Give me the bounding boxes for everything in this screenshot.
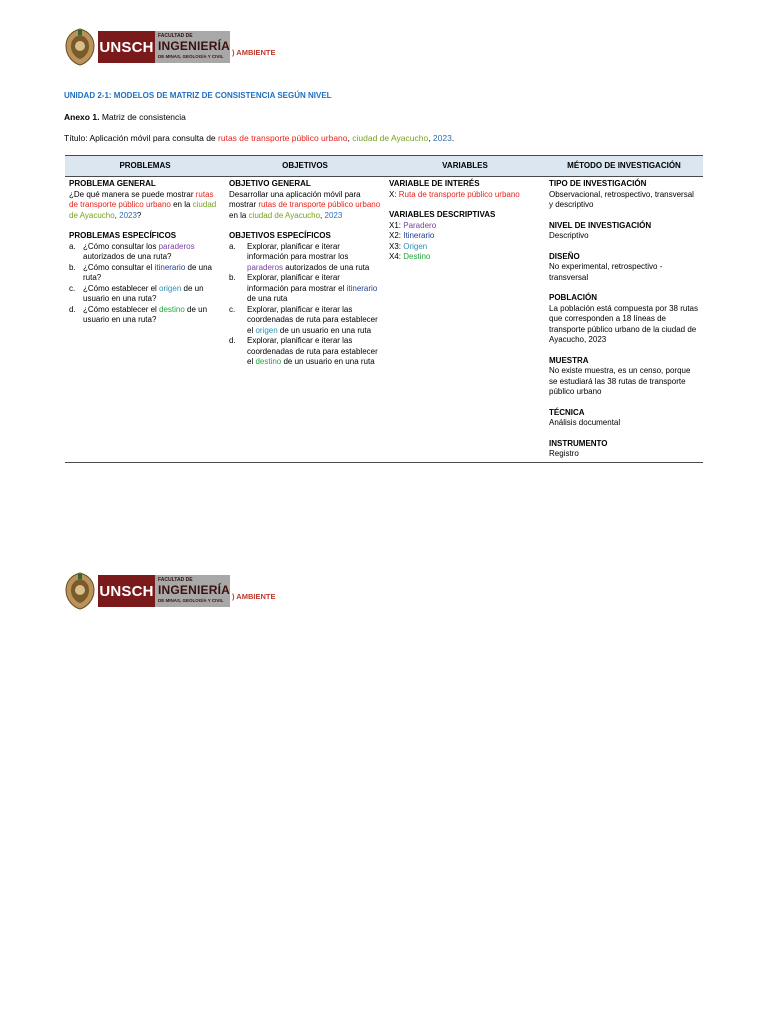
- text-fragment: ¿Cómo consultar los: [83, 241, 159, 251]
- keyword-destino: destino: [255, 357, 282, 366]
- text-fragment: ¿Cómo establecer el: [83, 304, 160, 314]
- method-design-title: DISEÑO: [549, 251, 580, 261]
- faculty-sub-text: DE MINAS, GEOLOGÍA Y CIVIL: [158, 54, 224, 59]
- variable-x3: [389, 242, 541, 253]
- text-fragment: de un usuario en una ruta: [277, 325, 372, 335]
- list-item: [69, 242, 221, 263]
- header-method: MÉTODO DE INVESTIGACIÓN: [545, 156, 703, 177]
- variable-value: Itinerario: [403, 231, 435, 240]
- variable-value: Origen: [403, 241, 428, 251]
- list-item: [69, 284, 221, 305]
- problem-specific-title: PROBLEMAS ESPECÍFICOS: [69, 231, 177, 240]
- text-fragment: ¿Cómo establecer el: [83, 283, 160, 293]
- annex-line: [64, 112, 186, 122]
- keyword-year: 2023: [324, 210, 343, 220]
- keyword-destino: destino: [159, 304, 185, 314]
- text-fragment: ¿De qué manera se puede mostrar: [69, 189, 196, 199]
- ambiente-text: ) AMBIENTE: [232, 592, 276, 601]
- method-type-text: Observacional, retrospectivo, transversal y descriptivo: [549, 189, 694, 209]
- text-fragment: de un usuario en una ruta?: [83, 304, 208, 324]
- title-city: ciudad de Ayacucho: [352, 133, 429, 143]
- university-seal-icon: [64, 28, 96, 66]
- table-header-row: [65, 156, 703, 177]
- text-fragment: de un usuario en una ruta: [281, 357, 375, 366]
- method-instrument-title: INSTRUMENTO: [549, 438, 608, 448]
- page-header-bottom: [64, 571, 304, 611]
- list-item: [69, 305, 221, 326]
- keyword-year: 2023: [119, 210, 137, 220]
- variable-label: X1:: [389, 220, 404, 230]
- keyword-itinerario: itinerario: [346, 283, 378, 293]
- text-fragment: de un usuario en una ruta?: [83, 283, 204, 303]
- method-design-text: No experimental, retrospectivo - transversal: [549, 262, 663, 282]
- method-population-title: POBLACIÓN: [549, 293, 597, 302]
- text-fragment: Explorar, planificar e iterar las coordenadas de ruta para establecer el: [247, 304, 378, 335]
- faculty-sub-text: DE MINAS, GEOLOGÍA Y CIVIL: [158, 598, 224, 603]
- university-seal-icon: [64, 572, 96, 610]
- variable-label: X3:: [389, 241, 404, 251]
- faculty-logo: [98, 31, 230, 63]
- list-letter: c.: [69, 283, 76, 293]
- problem-specific-list: [69, 242, 221, 326]
- text-fragment: Desarrollar una aplicación móvil para mostrar: [229, 189, 361, 209]
- brand-faculty: [155, 31, 230, 63]
- page-header-top: [64, 27, 304, 67]
- variables-cell: [385, 177, 545, 463]
- study-title: [64, 133, 454, 143]
- keyword-city: ciudad de Ayacucho: [69, 200, 217, 220]
- title-prefix: Título: Aplicación móvil para consulta de: [64, 133, 219, 143]
- variable-desc-title: VARIABLES DESCRIPTIVAS: [389, 210, 496, 219]
- keyword-origen: origen: [255, 325, 278, 335]
- keyword-city: ciudad de Ayacucho: [248, 210, 321, 220]
- faculty-small-text: FACULTAD DE: [158, 577, 193, 583]
- objectives-cell: [225, 177, 385, 463]
- method-sample-title: MUESTRA: [549, 355, 589, 365]
- keyword-routes: rutas de transporte público urbano: [69, 189, 214, 209]
- objective-specific-title: OBJETIVOS ESPECÍFICOS: [229, 231, 331, 240]
- variable-label: X:: [389, 189, 399, 199]
- method-instrument-text: Registro: [549, 449, 579, 458]
- method-sample-text: No existe muestra, es un censo, porque se estudiará las 38 rutas de transporte público urbano: [549, 366, 691, 396]
- method-population-text: La población está compuesta por 38 rutas que corresponden a 18 líneas de transporte público urbano de la ciudad de Ayacucho, 2023: [549, 303, 698, 344]
- method-type-title: TIPO DE INVESTIGACIÓN: [549, 179, 647, 188]
- list-letter: a.: [229, 241, 236, 251]
- variable-label: X2:: [389, 231, 404, 240]
- variable-value: Paradero: [403, 220, 437, 230]
- problems-cell: [65, 177, 225, 463]
- text-fragment: Explorar, planificar e iterar información para mostrar los: [247, 241, 349, 261]
- keyword-origen: origen: [159, 283, 182, 293]
- brand-faculty: [155, 575, 230, 607]
- variable-x: [389, 190, 541, 201]
- method-level-text: Descriptivo: [549, 231, 589, 240]
- brand-unsch: UNSCH: [98, 575, 155, 607]
- objective-general-text: [229, 190, 381, 222]
- problem-general-title: PROBLEMA GENERAL: [69, 179, 156, 188]
- problem-general-text: [69, 190, 221, 222]
- ambiente-text: ) AMBIENTE: [232, 48, 276, 57]
- list-letter: b.: [229, 273, 236, 282]
- faculty-logo: [98, 575, 230, 607]
- variable-label: X4:: [389, 252, 404, 261]
- consistency-matrix-table: [65, 155, 703, 463]
- text-fragment: ?: [136, 210, 142, 220]
- method-level-title: NIVEL DE INVESTIGACIÓN: [549, 220, 652, 230]
- objective-general-title: OBJETIVO GENERAL: [229, 179, 311, 188]
- header-objectives: OBJETIVOS: [225, 156, 385, 177]
- title-comma-2: ,: [428, 133, 433, 143]
- text-fragment: Explorar, planificar e iterar las coordenadas de ruta para establecer el: [247, 336, 378, 366]
- title-comma-1: ,: [347, 133, 353, 143]
- keyword-paraderos: paraderos: [158, 241, 195, 251]
- title-end: .: [451, 133, 455, 143]
- keyword-routes: rutas de transporte público urbano: [258, 200, 381, 209]
- list-letter: b.: [69, 262, 76, 272]
- header-variables: VARIABLES: [385, 156, 545, 177]
- list-letter: d.: [229, 336, 236, 345]
- faculty-big-text: INGENIERÍA: [158, 39, 231, 53]
- annex-text: Matriz de consistencia: [101, 112, 186, 122]
- text-fragment: autorizados de una ruta?: [83, 252, 172, 261]
- list-item: [69, 263, 221, 284]
- brand-unsch: UNSCH: [98, 31, 155, 63]
- list-item: [229, 273, 381, 305]
- list-letter: d.: [69, 304, 76, 314]
- text-fragment: autorizados de una ruta: [283, 262, 370, 272]
- keyword-itinerario: itinerario: [154, 262, 186, 272]
- text-fragment: ¿Cómo consultar el: [83, 262, 155, 272]
- keyword-paraderos: paraderos: [247, 262, 284, 272]
- faculty-big-text: INGENIERÍA: [158, 583, 231, 597]
- unit-title: UNIDAD 2-1: MODELOS DE MATRIZ DE CONSISTENCIA SEGÚN NIVEL: [64, 91, 332, 100]
- list-letter: a.: [69, 241, 76, 251]
- annex-label: Anexo 1.: [64, 112, 100, 122]
- objective-specific-list: [229, 242, 381, 368]
- text-fragment: Explorar, planificar e iterar información para mostrar el: [247, 273, 347, 293]
- variable-interest-title: VARIABLE DE INTERÉS: [389, 179, 480, 188]
- text-fragment: ,: [320, 210, 325, 220]
- list-item: [229, 305, 381, 337]
- text-fragment: en la: [170, 200, 193, 209]
- table-row: [65, 177, 703, 463]
- method-technique-text: Análisis documental: [549, 418, 621, 427]
- variable-x4: [389, 252, 541, 263]
- method-cell: [545, 177, 703, 463]
- text-fragment: ,: [114, 210, 120, 220]
- list-item: [229, 242, 381, 274]
- list-letter: c.: [229, 304, 236, 314]
- text-fragment: de una ruta: [247, 294, 288, 303]
- list-item: [229, 336, 381, 368]
- variable-value: Ruta de transporte público urbano: [398, 189, 520, 199]
- text-fragment: de una ruta?: [83, 262, 212, 282]
- text-fragment: en la: [229, 210, 249, 220]
- variable-x2: [389, 231, 541, 242]
- title-routes: rutas de transporte público urbano: [218, 133, 348, 143]
- variable-x1: [389, 221, 541, 232]
- header-problems: PROBLEMAS: [65, 156, 225, 177]
- variable-value: Destino: [403, 252, 431, 261]
- method-technique-title: TÉCNICA: [549, 407, 585, 417]
- faculty-small-text: FACULTAD DE: [158, 33, 193, 39]
- title-year: 2023: [432, 133, 452, 143]
